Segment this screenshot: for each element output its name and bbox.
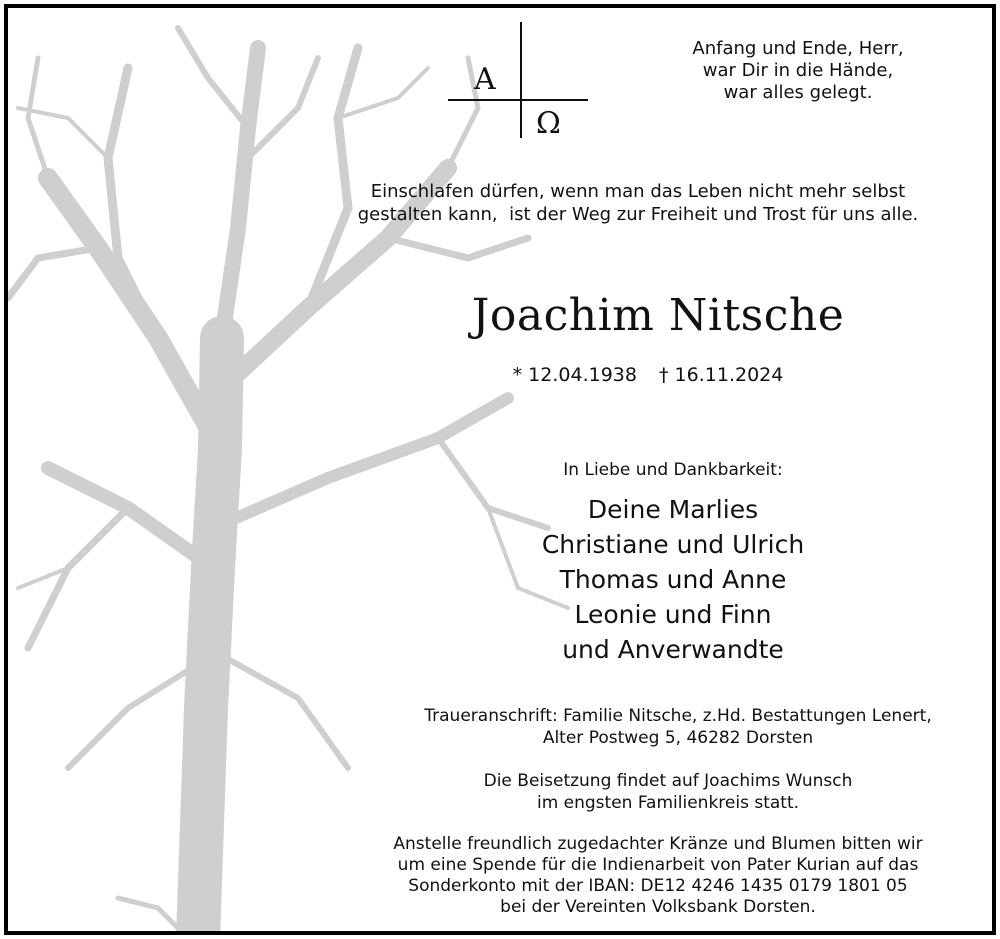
alpha-omega-cross-icon xyxy=(444,22,604,152)
mourner-name: und Anverwandte xyxy=(562,635,784,664)
funeral-line: Die Beisetzung findet auf Joachims Wunsch xyxy=(483,771,853,791)
donation-line: Anstelle freundlich zugedachter Kränze und Blumen bitten wir xyxy=(393,834,923,854)
funeral-line: im engsten Familienkreis statt. xyxy=(536,793,800,813)
bible-verse xyxy=(638,38,958,104)
donation-line: Sonderkonto mit der IBAN: DE12 4246 1435 0179 1801 05 xyxy=(408,876,908,896)
verse-line: war alles gelegt. xyxy=(723,82,873,103)
donation-request xyxy=(338,834,978,918)
verse-line: Anfang und Ende, Herr, xyxy=(692,38,904,59)
mourners-list xyxy=(478,492,868,667)
verse-line: war Dir in die Hände, xyxy=(702,60,894,81)
address-line: Alter Postweg 5, 46282 Dorsten xyxy=(542,728,814,748)
death-date: † 16.11.2024 xyxy=(659,364,784,386)
life-dates xyxy=(478,364,818,386)
mourner-name: Deine Marlies xyxy=(587,495,759,524)
donation-line: bei der Vereinten Volksbank Dorsten. xyxy=(500,897,816,917)
thanks-label: In Liebe und Dankbarkeit: xyxy=(563,460,783,480)
deceased-name: Joachim Nitsche xyxy=(471,290,845,341)
memorial-quote xyxy=(338,180,938,226)
mourner-name: Thomas und Anne xyxy=(559,565,787,594)
omega-symbol: Ω xyxy=(536,106,561,141)
quote-line: Einschlafen dürfen, wenn man das Leben nicht mehr selbst xyxy=(370,181,906,202)
obituary-card xyxy=(4,4,996,935)
address-line: Traueranschrift: Familie Nitsche, z.Hd. Bestattungen Lenert, xyxy=(424,706,932,726)
mourner-name: Leonie und Finn xyxy=(574,600,772,629)
donation-line: um eine Spende für die Indienarbeit von Pater Kurian auf das xyxy=(397,855,919,875)
funeral-notice xyxy=(408,770,928,814)
alpha-symbol: A xyxy=(474,62,496,97)
quote-line: gestalten kann, ist der Weg zur Freiheit und Trost für uns alle. xyxy=(357,204,919,225)
birth-date: * 12.04.1938 xyxy=(512,364,637,386)
mourner-name: Christiane und Ulrich xyxy=(541,530,805,559)
mourning-address xyxy=(368,705,988,749)
